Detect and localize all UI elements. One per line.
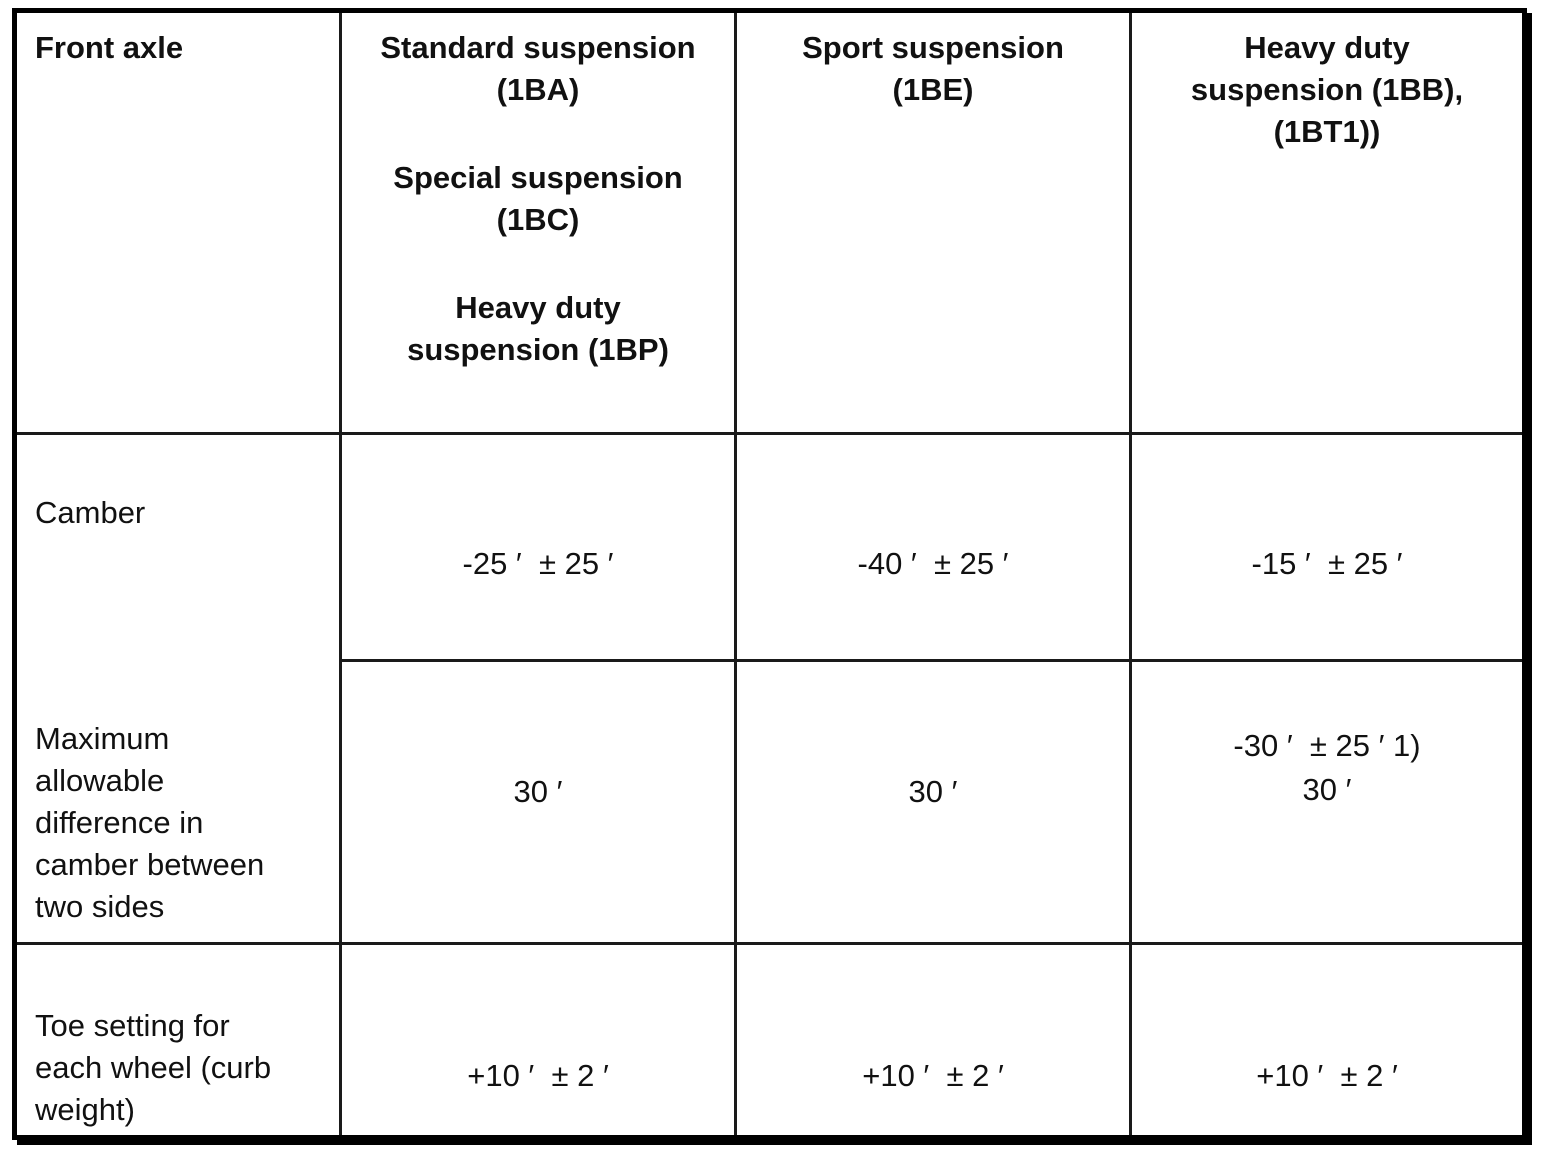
camber-sport-value — [737, 459, 1129, 669]
max-diff-heavy-duty-text: 30 ′ — [1302, 772, 1352, 807]
max-diff-sport-text: 30 ′ — [908, 774, 958, 809]
row-label-camber — [17, 450, 339, 534]
header-standard-suspension — [342, 27, 734, 371]
max-diff-standard-text: 30 ′ — [513, 774, 563, 809]
spec-table — [12, 8, 1527, 1140]
camber-standard-value — [342, 459, 734, 669]
max-diff-standard-value — [342, 687, 734, 897]
header-front-axle — [17, 27, 339, 69]
header-front-axle-text: Front axle — [35, 30, 184, 65]
row-divider — [17, 432, 1522, 435]
row-label-max-difference-text: Maximum allowable difference in camber between two sides — [35, 721, 265, 924]
row-label-toe-setting — [17, 963, 339, 1131]
camber-heavy-duty-text-1: -15 ′ ± 25 ′ — [1251, 546, 1403, 581]
header-heavy-duty-1bb-text: Heavy duty suspension (1BB), (1BT1)) — [1190, 30, 1464, 149]
max-diff-heavy-duty-value — [1132, 685, 1522, 895]
header-heavy-duty-suspension — [1132, 27, 1522, 153]
toe-heavy-duty-text: +10 ′ ± 2 ′ — [1256, 1058, 1398, 1093]
header-sport-suspension-text: Sport suspension (1BE) — [802, 30, 1064, 107]
header-heavy-duty-1bp-text: Heavy duty suspension (1BP) — [407, 290, 669, 367]
row-divider — [17, 942, 1522, 945]
row-label-toe-setting-text: Toe setting for each wheel (curb weight) — [35, 1008, 272, 1127]
camber-heavy-duty-text-2: -30 ′ ± 25 ′ 1) — [1233, 728, 1421, 763]
camber-standard-text: -25 ′ ± 25 ′ — [462, 546, 614, 581]
header-special-suspension-text: Special suspension (1BC) — [393, 160, 683, 237]
row-label-camber-text: Camber — [35, 495, 146, 530]
toe-standard-value — [342, 971, 734, 1140]
row-label-max-difference — [17, 676, 339, 928]
header-sport-suspension — [737, 27, 1129, 111]
toe-standard-text: +10 ′ ± 2 ′ — [467, 1058, 609, 1093]
toe-sport-value — [737, 971, 1129, 1140]
toe-heavy-duty-value — [1132, 971, 1522, 1140]
toe-sport-text: +10 ′ ± 2 ′ — [862, 1058, 1004, 1093]
header-standard-suspension-text: Standard suspension (1BA) — [380, 30, 696, 107]
max-diff-sport-value — [737, 687, 1129, 897]
camber-sport-text: -40 ′ ± 25 ′ — [857, 546, 1009, 581]
